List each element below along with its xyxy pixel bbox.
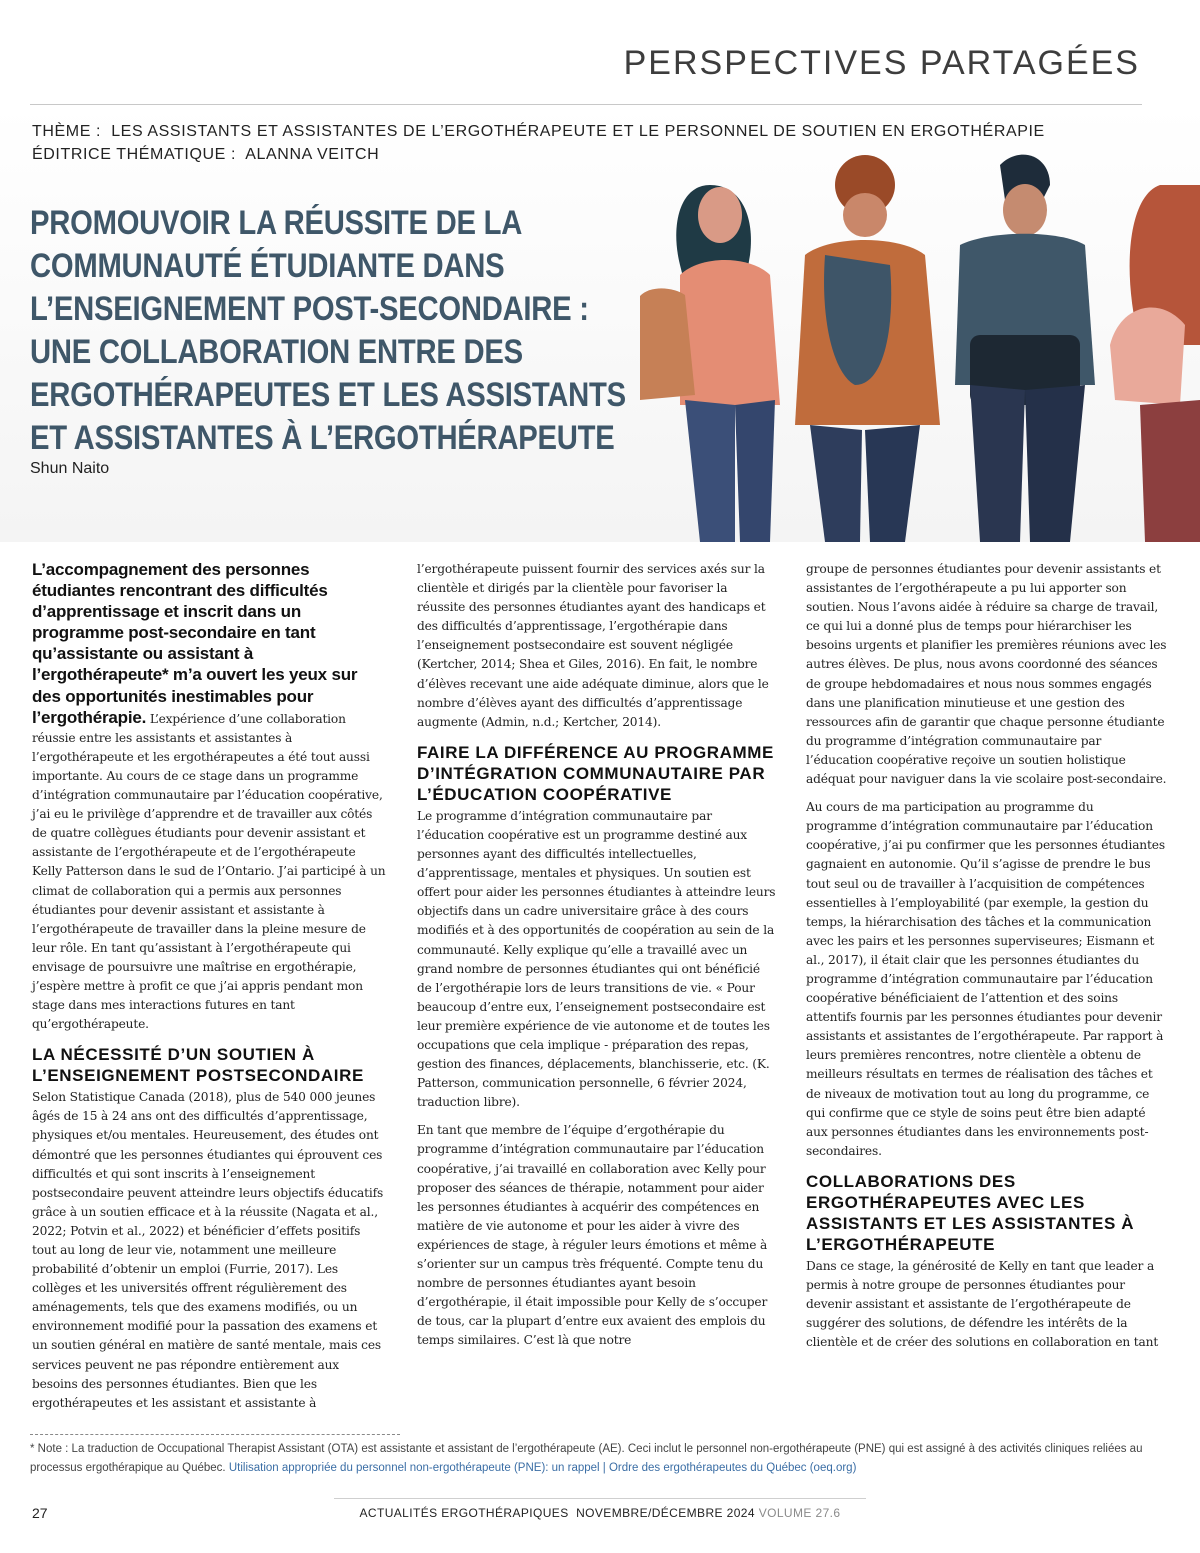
title-line: COMMUNAUTÉ ÉTUDIANTE DANS — [30, 247, 505, 285]
section-heading: LA NÉCESSITÉ D’UN SOUTIEN À L’ENSEIGNEMENT POSTSECONDAIRE — [32, 1045, 364, 1086]
body-paragraph: Au cours de ma participation au programme du programme d’intégration communautaire par l’éducation coopérative, j’ai pu confirmer que les personnes étudiantes gagnaient en autonomie. Qu’il s’agisse de prendre le bus tout seul ou de travailler à l’acquisition de compétences essentielles à l’employabilité (par exemple, la gestion du temps, la hiérarchisation des tâches et la communication avec les pairs et les personnes superviseures; Eismann et al., 2017), il était clair que les personnes étudiantes du programme d’intégration communautaire par l’éducation coopérative bénéficiaient de l’attention et des soins attentifs fournis par les personnes étudiantes pour devenir assistants et assistantes de l’ergothérapeute. Par rapport à leurs premières rencontres, notre clientèle a obtenu de meilleurs résultats en termes de réalisation des tâches et de niveaux de motivation tout au long du programme, ce qui confirme que ce style de soins peut être bien adapté aux personnes étudiantes dans les environnements post-secondaires. — [806, 800, 1165, 1158]
theme-key: THÈME : — [32, 123, 102, 140]
title-line: L’ENSEIGNEMENT POST-SECONDAIRE : — [30, 290, 589, 328]
section-heading: FAIRE LA DIFFÉRENCE AU PROGRAMME D’INTÉGRATION COMMUNAUTAIRE PAR L’ÉDUCATION COOPÉRATIVE — [417, 742, 774, 804]
student-3-figure — [955, 155, 1095, 542]
column-2 — [417, 560, 777, 1359]
journal-footer — [0, 1506, 1200, 1520]
lead-text: L’accompagnement des personnes étudiantes rencontrant des difficultés d’apprentissage et inscrit dans un programme post-secondaire en tant qu’assistante ou assistant à l’ergothérapeute* m’a ouvert les yeux sur des opportunités inestimables pour l’ergothérapie. — [32, 560, 358, 727]
journal-issue: NOVEMBRE/DÉCEMBRE 2024 — [576, 1506, 755, 1520]
body-paragraph: Le programme d’intégration communautaire par l’éducation coopérative est un programme destiné aux personnes ayant des difficultés intellectuelles, d’apprentissage, mentales et physiques. Un soutien est offert pour aider les personnes étudiantes à atteindre leurs objectifs dans un cadre universitaire grâce à des cours modifiés et à des opportunités de coopération au sein de la communauté. Kelly explique qu’elle a travaillé avec un grand nombre de personnes étudiantes qui ont bénéficié de l’ergothérapie lors de leurs transitions de vie. « Pour beaucoup d’entre eux, l’enseignement postsecondaire est leur première expérience de vie autonome et de toutes les occupations que cela implique - préparation des repas, gestion des finances, déplacements, blanchisserie, etc. (K. Patterson, communication personnelle, 6 février 2024, traduction libre). — [417, 808, 776, 1110]
body-paragraph: En tant que membre de l’équipe d’ergothérapie du programme d’intégration communautaire par l’éducation coopérative, j’ai travaillé en collaboration avec Kelly pour proposer des séances de thérapie, notamment pour aider les personnes étudiantes à acquérir des compétences en matière de vie autonome et pour les aider à vivre des expériences de stage, à réguler leurs émotions et même à s’orienter sur un campus très fréquenté. Compte tenu du nombre de personnes étudiantes ayant besoin d’ergothérapie, il était impossible pour Kelly de s’occuper de tous, car la plupart d’entre eux avaient des emplois du temps similaires. C’est là que notre — [417, 1123, 768, 1348]
body-paragraph: Dans ce stage, la générosité de Kelly en tant que leader a permis à notre groupe de personnes étudiantes pour devenir assistant et assistante de l’ergothérapeute de suggérer des solutions, de défendre les intérêts de la clientèle et de créer des solutions en collaboration en tant — [806, 1258, 1159, 1350]
column-1 — [32, 560, 388, 1422]
title-line: PROMOUVOIR LA RÉUSSITE DE LA — [30, 204, 523, 242]
body-paragraph: groupe de personnes étudiantes pour devenir assistants et assistantes de l’ergothérapeute a pu lui apporter son soutien. Nous l’avons aidée à réduire sa charge de travail, ce qui lui a donné plus de temps pour hiérarchiser les besoins urgents et planifier les premières réunions avec les autres élèves. De plus, nous avons coordonné des séances de groupe hebdomadaires et nous nous sommes engagés dans une planification minutieuse et une gestion des ressources afin de garantir que chaque personne étudiante du programme d’intégration communautaire par l’éducation coopérative reçoive un soutien holistique adéquat pour naviguer dans la vie scolaire post-secondaire. — [806, 562, 1167, 787]
footer-divider — [334, 1498, 866, 1499]
body-paragraph: l’ergothérapeute puissent fournir des services axés sur la clientèle et dirigés par la clientèle pour favoriser la réussite des personnes étudiantes ayant des handicaps et des difficultés d’apprentissage, l’ergothérapie dans l’enseignement postsecondaire est souvent négligée (Kertcher, 2014; Shea et Giles, 2016). En fait, le nombre d’élèves recevant une aide adéquate diminue, alors que le nombre d’élèves ayant des difficultés d’apprentissage augmente (Admin, n.d.; Kertcher, 2014). — [417, 562, 769, 729]
editor-value: ALANNA VEITCH — [245, 146, 380, 163]
title-line: ERGOTHÉRAPEUTES ET LES ASSISTANTS — [30, 376, 626, 414]
footnote-link[interactable]: Utilisation appropriée du personnel non-ergothérapeute (PNE): un rappel | Ordre des ergothérapeutes du Québec (oeq.org) — [228, 1462, 857, 1474]
student-2-figure — [795, 155, 940, 542]
body-paragraph: Selon Statistique Canada (2018), plus de 540 000 jeunes âgés de 15 à 24 ans ont des difficultés d’apprentissage, physiques et/ou mentales. Heureusement, des études ont démontré que les personnes étudiantes qui éprouvent ces difficultés et qui sont inscrits à l’enseignement postsecondaire peuvent atteindre leurs objectifs éducatifs grâce à un soutien efficace et à la réussite (Nagata et al., 2022; Potvin et al., 2022) et bénéficier d’effets positifs tout au long de leur vie, notamment une meilleure probabilité d’obtenir un emploi (Furrie, 2017). Les collèges et les universités offrent régulièrement des aménagements, tels que des examens modifiés, ou un environnement modifié pour la passation des examens et un soutien général en matière de santé mentale, mais ces services peuvent ne pas répondre entièrement aux besoins des personnes étudiantes. Bien que les ergothérapeutes et les assistant et assistante à — [32, 1090, 384, 1410]
body-text: L’expérience d’une collaboration réussie entre les assistants et assistantes à l’ergothérapeute et les ergothérapeutes a été tout aussi importante. Au cours de ce stage dans un programme d’intégration communautaire par l’éducation coopérative, j’ai eu le privilège d’apprendre et de travailler aux côtés de quatre collègues étudiants pour devenir assistant et assistante de l’ergothérapeute et de l’ergothérapeute Kelly Patterson dans le sud de l’Ontario. J’ai participé à un climat de collaboration qui a permis aux personnes étudiantes pour devenir assistant et assistante à l’ergothérapeute de travailler dans la pleine mesure de leur rôle. En tant qu’assistant à l’ergothérapeute qui envisage de poursuivre une maîtrise en ergothérapie, j’espère mettre à profit ce que j’ai appris pendant mon stage dans mes interactions futures en tant qu’ergothérapeute. — [32, 711, 386, 1032]
title-line: UNE COLLABORATION ENTRE DES — [30, 333, 523, 371]
journal-volume: VOLUME 27.6 — [758, 1506, 841, 1520]
editor-key: ÉDITRICE THÉMATIQUE : — [32, 146, 237, 163]
student-4-figure — [1110, 185, 1200, 542]
editor-line — [32, 146, 379, 164]
theme-line — [32, 123, 1045, 141]
students-illustration — [640, 145, 1200, 542]
journal-name: ACTUALITÉS ERGOTHÉRAPIQUES — [359, 1506, 569, 1520]
footnote-divider — [30, 1434, 400, 1435]
section-label: PERSPECTIVES PARTAGÉES — [623, 44, 1140, 82]
footnote-text: * Note : La traduction de Occupational Therapist Assistant (OTA) est assistante et assistant de l’ergothérapeute (AE). Ceci inclut le personnel non-ergothérapeute (PNE) qui est assigné à des activités cliniques reliées au processus ergothérapique au Québec. — [30, 1443, 1143, 1474]
title-line: ET ASSISTANTES À L’ERGOTHÉRAPEUTE — [30, 419, 615, 457]
author-name: Shun Naito — [30, 460, 110, 477]
page-number: 27 — [32, 1505, 48, 1521]
theme-value: LES ASSISTANTS ET ASSISTANTES DE L’ERGOTHÉRAPEUTE ET LE PERSONNEL DE SOUTIEN EN ERGOTHÉRAPIE — [111, 123, 1045, 140]
footnote — [30, 1440, 1170, 1478]
intro-paragraph — [32, 560, 388, 1034]
article-title — [30, 202, 690, 460]
column-3 — [806, 560, 1168, 1361]
section-heading: COLLABORATIONS DES ERGOTHÉRAPEUTES AVEC LES ASSISTANTS ET LES ASSISTANTES À L’ERGOTHÉRAPEUTE — [806, 1171, 1135, 1254]
